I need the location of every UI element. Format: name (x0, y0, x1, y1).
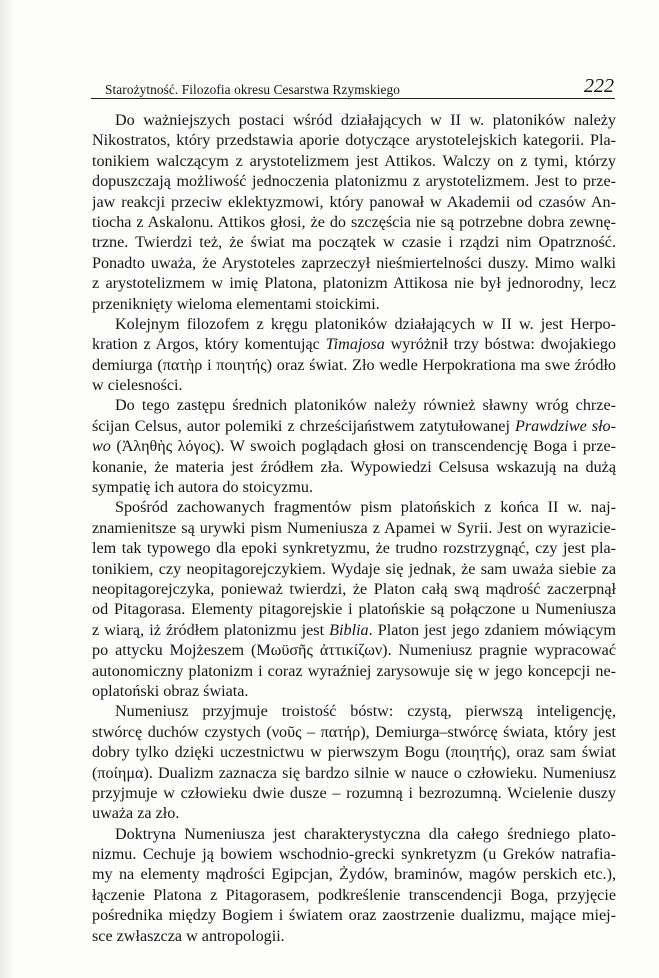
paragraph (92, 825, 616, 947)
text-line: dobry tylko dzięki uczestnictwu w pierwszym Bogu (ποιητής), oraz sam świat (92, 744, 616, 762)
text-line: autonomiczny platonizm i coraz wyraźniej zarysowuje się w jego koncepcji ne- (92, 662, 616, 680)
text-line: demiurga (πατὴρ i ποιητής) oraz świat. Zło wedle Herpokrationa ma swe źródło (92, 356, 616, 374)
text-line: dopuszczają możliwość jednoczenia platonizmu z arystotelizmem. Jest to prze- (92, 173, 616, 191)
text-line: nizmu. Cechuje ją bowiem wschodnio-grecki synkretyzm (u Greków natrafia- (92, 846, 616, 864)
paragraph (92, 111, 616, 315)
text-line: jaw reakcji przeciw eklektyzmowi, który panował w Akademii od czasów An- (92, 193, 616, 211)
paragraph (92, 315, 616, 397)
text-line: w cielesności. (92, 377, 183, 395)
text-line: tonikiem walczącym z arystotelizmem jest Attikos. Walczy on z tymi, którzy (92, 152, 616, 170)
text-line: sce zwłaszcza w antropologii. (92, 927, 285, 945)
header-rule (91, 98, 615, 99)
text-line: tiocha z Askalonu. Attikos głosi, że do szczęścia nie są potrzebne dobra zewnę- (92, 213, 616, 231)
text-line: Numeniusz przyjmuje troistość bóstw: czystą, pierwszą inteligencję, (115, 703, 616, 721)
text-line: Do tego zastępu średnich platoników należy również sławny wróg chrze- (115, 397, 616, 415)
text-line: kration z Argos, który komentując Timajosa wyróżnił trzy bóstwa: dwojakiego (92, 336, 616, 354)
text-line: neopitagorejczyka, ponieważ twierdzi, że Platon całą swą mądrość zaczerpnął (92, 580, 616, 598)
text-line: lem tak typowego dla epoki synkretyzmu, że trudno rozstrzygnąć, czy jest pla- (92, 540, 616, 558)
paragraph (92, 396, 616, 498)
text-line: Spośród zachowanych fragmentów pism platońskich z końca II w. naj- (115, 499, 616, 517)
text-line: z wiarą, iż źródłem platonizmu jest Biblia. Platon jest jego zdaniem mówiącym (92, 621, 616, 639)
text-line: my na elementy mądrości Egipcjan, Żydów, braminów, magów perskich etc.), (92, 866, 616, 884)
text-line: oplatoński obraz świata. (92, 682, 249, 700)
text-line: Nikostratos, który przedstawia aporie dotyczące arystotelejskich kategorii. Pla- (92, 132, 616, 150)
paragraph (92, 498, 616, 702)
running-title: Starożytność. Filozofia okresu Cesarstwa Rzymskiego (105, 82, 400, 97)
text-line: od Pitagorasa. Elementy pitagorejskie i platońskie są połączone u Numeniusza (92, 601, 616, 619)
text-line: Ponadto uważa, że Arystoteles zaprzeczył nieśmiertelności duszy. Mimo walki (92, 254, 616, 272)
text-line: stwórcę duchów czystych (νοῦς – πατήρ), Demiurga–stwórcę świata, który jest (92, 723, 616, 741)
text-line: Doktryna Numeniusza jest charakterystyczna dla całego średniego plato- (115, 825, 616, 843)
text-line: konanie, że materia jest źródłem zła. Wypowiedzi Celsusa wskazują na dużą (92, 458, 616, 476)
text-line: Do ważniejszych postaci wśród działających w II w. platoników należy (115, 112, 616, 129)
text-line: wo (Ἀληθὴς λόγος). W swoich poglądach głosi on transcendencję Boga i prze- (92, 438, 616, 456)
text-line: trzne. Twierdzi też, że świat ma początek w czasie i rządzi nim Opatrzność. (92, 234, 616, 252)
text-line: po attycku Mojżeszem (Μωϋσῆς ἀττικίζων). Numeniusz pragnie wypracować (92, 642, 616, 660)
running-head (91, 71, 615, 97)
text-line: tonikiem, czy neopitagorejczykiem. Wydaje się jednak, że sam uważa siebie za (92, 560, 616, 578)
text-line: (ποίημα). Dualizm zaznacza się bardzo silnie w nauce o człowieku. Numeniusz (92, 764, 616, 782)
text-line: łączenie Platona z Pitagorasem, podkreślenie transcendencji Boga, przyjęcie (92, 886, 616, 904)
text-line: Kolejnym filozofem z kręgu platoników działających w II w. jest Herpo- (115, 315, 616, 333)
text-line: sympatię ich autora do stoicyzmu. (92, 479, 313, 497)
text-line: uważa za zło. (92, 805, 180, 823)
text-line: z arystotelizmem w imię Platona, platonizm Attikosa nie był jednorodny, lecz (92, 275, 616, 293)
text-line: znamienitsze są urywki pism Numeniusza z Apamei w Syrii. Jest on wyrazicie- (92, 519, 616, 537)
paragraph (92, 702, 616, 824)
text-line: przeniknięty wieloma elementami stoickimi. (92, 295, 380, 313)
body-text (92, 111, 616, 947)
page-number: 222 (584, 75, 614, 97)
page-edge-shadow (0, 0, 14, 978)
text-line: przyjmuje w człowieku dwie dusze – rozumną i bezrozumną. Wcielenie duszy (92, 784, 616, 802)
text-line: pośrednika między Bogiem i światem oraz zaostrzenie dualizmu, mające miej- (92, 907, 616, 925)
text-line: ścijan Celsus, autor polemiki z chrześcijaństwem zatytułowanej Prawdziwe sło- (92, 417, 616, 435)
